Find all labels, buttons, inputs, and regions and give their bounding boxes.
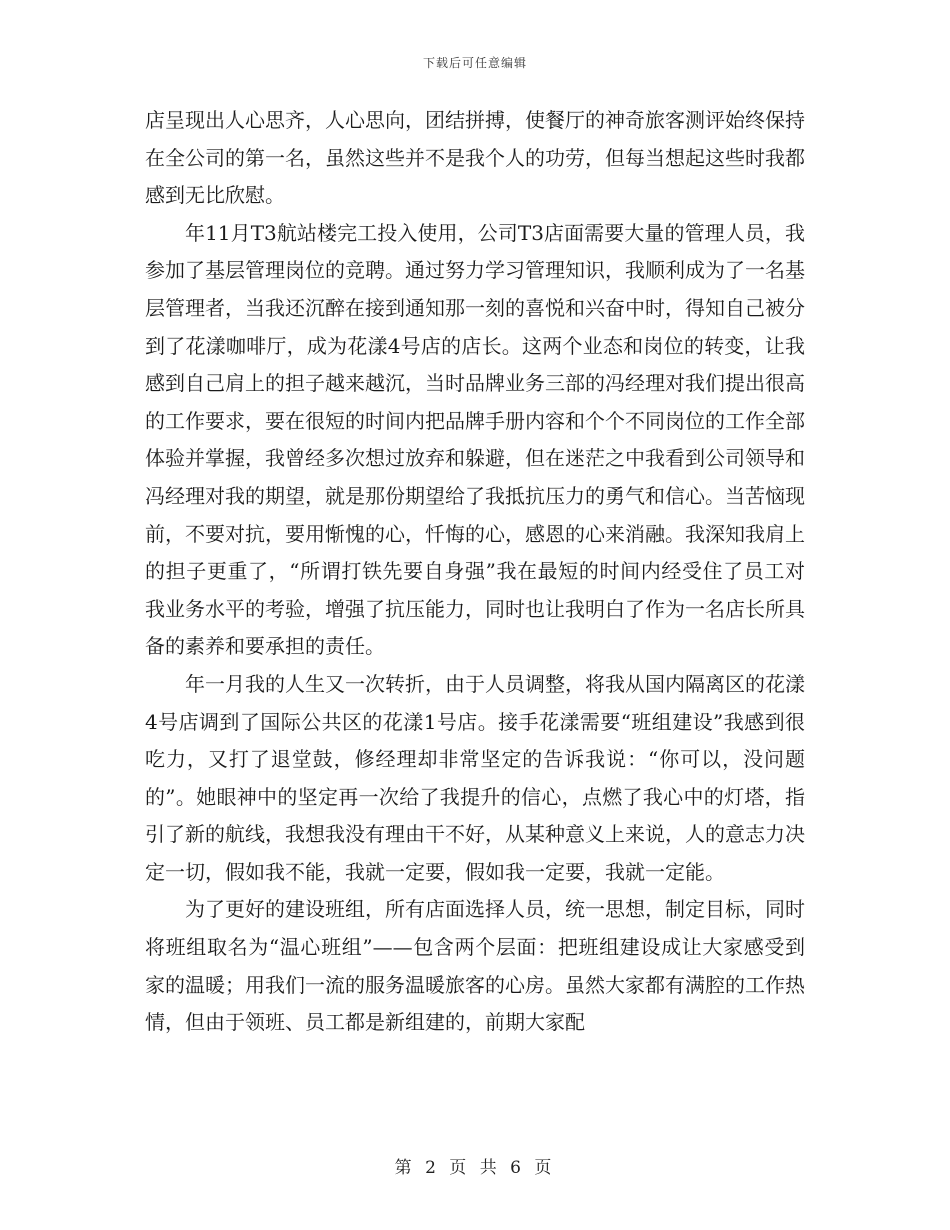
paragraph-4: 为了更好的建设班组，所有店面选择人员，统一思想，制定目标，同时将班组取名为“温心班组”——包含两个层面：把班组建设成让大家感受到家的温暖；用我们一流的服务温暖旅客的心房。虽然大家都有满腔的工作热情，但由于领班、员工都是新组建的，前期大家配: [145, 897, 805, 1035]
page-header: 下载后可任意编辑: [422, 56, 527, 70]
paragraph-3: 年一月我的人生又一次转折，由于人员调整，将我从国内隔离区的花漾4号店调到了国际公共区的花漾1号店。接手花漾需要“班组建设”我感到很吃力，又打了退堂鼓，修经理却非常坚定的告诉我说：“你可以，没问题的”。她眼神中的坚定再一次给了我提升的信心，点燃了我心中的灯塔，指引了新的航线，我想我没有理由干不好，从某种意义上来说，人的意志力决定一切，假如我不能，我就一定要，假如我一定要，我就一定能。: [145, 671, 805, 884]
document-body: [145, 102, 805, 1042]
paragraph-1: 店呈现出人心思齐，人心思向，团结拼搏，使餐厅的神奇旅客测评始终保持在全公司的第一名，虽然这些并不是我个人的功劳，但每当想起这些时我都感到无比欣慰。: [145, 108, 805, 208]
paragraph-2: 年11月T3航站楼完工投入使用，公司T3店面需要大量的管理人员，我参加了基层管理岗位的竞聘。通过努力学习管理知识，我顺利成为了一名基层管理者，当我还沉醉在接到通知那一刻的喜悦和兴奋中时，得知自己被分到了花漾咖啡厅，成为花漾4号店的店长。这两个业态和岗位的转变，让我感到自己肩上的担子越来越沉，当时品牌业务三部的冯经理对我们提出很高的工作要求，要在很短的时间内把品牌手册内容和个个不同岗位的工作全部体验并掌握，我曾经多次想过放弃和躲避，但在迷茫之中我看到公司领导和冯经理对我的期望，就是那份期望给了我抵抗压力的勇气和信心。当苦恼现前，不要对抗，要用惭愧的心，忏悔的心，感恩的心来消融。我深知我肩上的担子更重了，“所谓打铁先要自身强”我在最短的时间内经受住了员工对我业务水平的考验，增强了抗压能力，同时也让我明白了作为一名店长所具备的素养和要承担的责任。: [145, 220, 805, 659]
page-number-footer: 第 2 页 共 6 页: [394, 1158, 556, 1178]
